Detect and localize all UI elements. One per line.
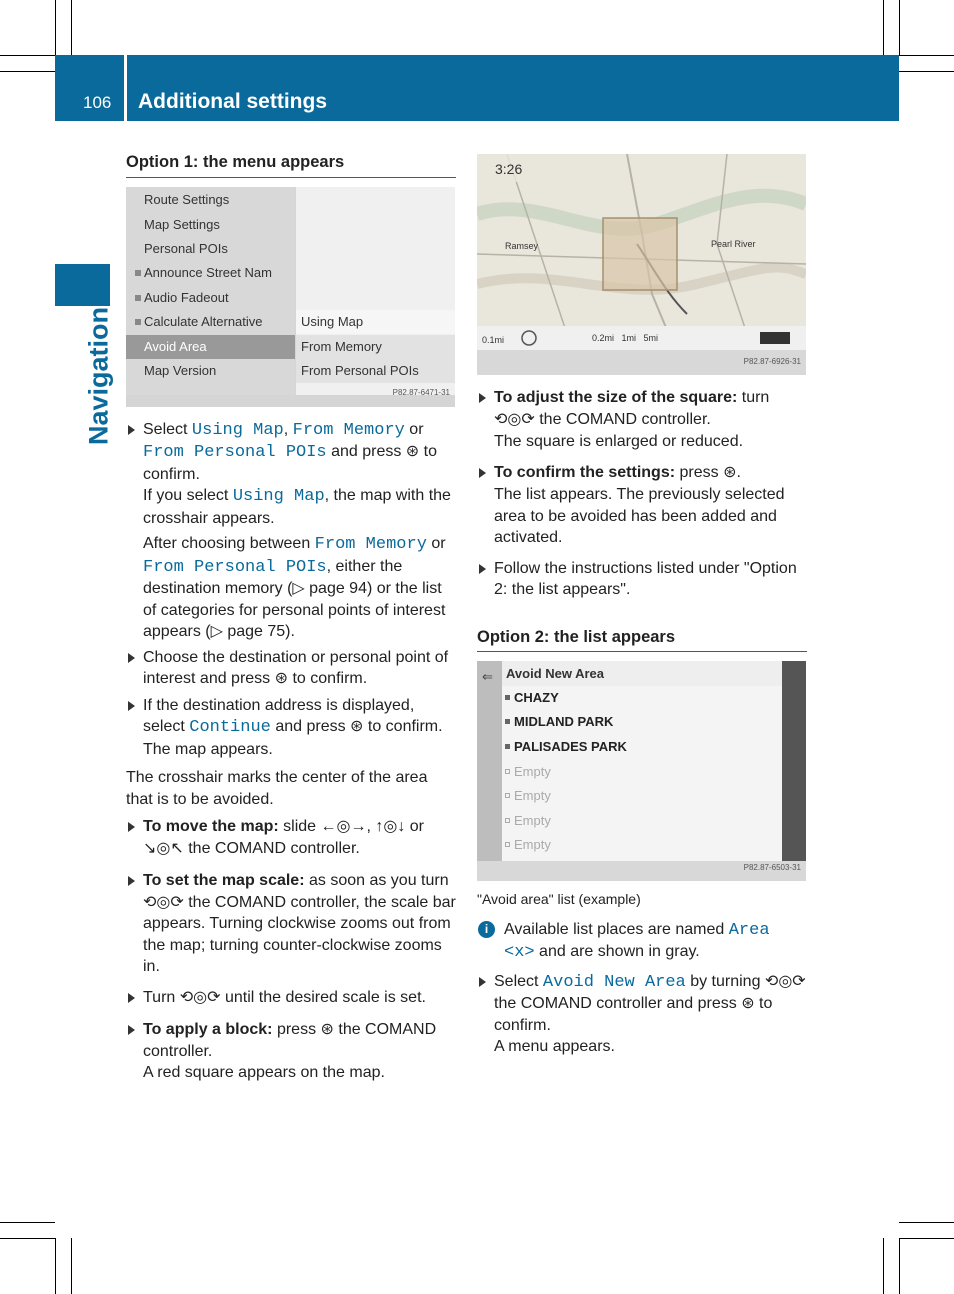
list-item: MIDLAND PARK [502,710,782,734]
step-turn: Turn ⟲◎⟳ until the desired scale is set. [126,987,456,1009]
step-continue [126,695,456,739]
step-note: The list appears. The previously selected area to be avoided has been added and activated. [494,486,785,546]
page-header [55,55,899,121]
text: or [426,535,446,552]
crop-mark [0,1222,55,1223]
crop-mark [899,1238,900,1294]
text: slide ←◎→, ↑◎↓ or ↘◎↖ the COMAND controller. [143,818,424,857]
step-lead: To apply a block: [143,1021,273,1038]
list-item: PALISADES PARK [502,735,782,759]
display-text: From Personal POIs [143,557,327,577]
step-note: A menu appears. [494,1038,615,1055]
map-time: 3:26 [495,161,523,177]
step-apply-block [126,1019,456,1062]
list-screenshot [477,661,806,881]
paragraph: The crosshair marks the center of the area that is to be avoided. [126,769,428,808]
right-column [477,154,807,1058]
display-text: Using Map [232,487,325,506]
menu-item: Personal POIs [144,240,228,256]
step-follow-instructions: Follow the instructions listed under "Option 2: the list appears". [477,558,807,601]
text: press ⊛ the COMAND controller. [143,1021,437,1060]
text: or [404,420,424,438]
left-column [126,152,456,1084]
step-note: The square is enlarged or reduced. [494,433,744,450]
step-adjust-square [477,387,807,430]
list-item-empty: Empty [502,809,782,833]
display-text: From Memory [292,420,405,440]
menu-option: From Memory [296,335,455,359]
text: and press ⊛ to confirm. [143,443,437,483]
map-screenshot [477,154,806,375]
step-note [126,533,456,643]
crop-mark [0,1238,55,1239]
image-reference: P82.87-6471-31 [392,388,450,397]
text: If the destination address is displayed, select [143,696,415,735]
list-rows [502,686,782,861]
display-text: Continue [189,718,271,737]
step-select-avoid-new-area [477,971,807,1037]
step-lead: To move the map: [143,818,279,835]
crop-mark [71,0,72,55]
map-place-label: Pearl River [711,239,756,249]
crop-mark [899,1238,954,1239]
text: by turning ⟲◎⟳ the COMAND controller and press ⊛ to confirm. [494,972,806,1034]
menu-right-panel [296,187,455,395]
menu-item: Calculate Alternative [126,310,295,334]
crop-mark [0,55,55,56]
text: turn ⟲◎⟳ the COMAND controller. [494,389,770,428]
list-item: CHAZY [502,686,782,710]
display-text: Area <x> [504,920,770,962]
figure-caption: "Avoid area" list (example) [477,891,641,907]
section-heading-option-2: Option 2: the list appears [477,627,807,653]
crop-mark [55,1238,56,1294]
menu-item: Map Version [144,362,217,378]
page-number: 106 [83,93,112,112]
crop-mark [899,1222,954,1223]
crop-mark [883,1238,884,1294]
step-select-option [126,419,456,486]
text: press ⊛. [675,463,741,481]
text: as soon as you turn ⟲◎⟳ the COMAND controller, the scale bar appears. Turning clockwise zooms out from the map; turning counter-clockwise zooms in. [143,872,456,975]
header-divider [124,55,127,121]
side-tab-block [55,264,110,306]
step-note: The map appears. [143,740,273,758]
side-tab-label: Navigation [83,306,114,446]
crop-mark [0,71,55,72]
display-text: From Personal POIs [143,443,327,462]
step-lead: To set the map scale: [143,872,305,889]
map-place-label: Ramsey [505,241,539,251]
map-scale-options: 0.2mi 1mi 5mi [592,333,659,343]
map-scale-label: 0.1mi [482,335,505,345]
text: , [283,420,293,438]
crop-mark [55,0,56,55]
list-title: Avoid New Area [502,661,782,686]
step-confirm-settings [477,462,807,484]
crop-mark [899,0,900,55]
menu-item: Audio Fadeout [126,286,295,310]
menu-item: Map Settings [144,216,220,232]
list-side-panel [782,661,806,861]
step-note [126,485,456,529]
text: , either the destination memory (▷ page 94) or the list of categories for personal points of interest appears (▷ page 75). [143,557,446,640]
menu-item: Announce Street Nam [126,261,295,285]
display-text: From Memory [314,535,427,554]
step-lead: To adjust the size of the square: [494,389,738,406]
step-choose-destination: Choose the destination or personal point of interest and press ⊛ to confirm. [126,647,456,690]
info-note [477,919,807,964]
step-note: A red square appears on the map. [143,1064,385,1081]
back-icon: ⇐ [482,669,493,684]
image-reference: P82.87-6503-31 [743,862,801,872]
menu-item: Route Settings [144,191,230,207]
text: and press ⊛ to confirm. [270,718,443,735]
menu-option: Using Map [296,310,455,334]
list-back-area [477,661,502,861]
text: Select [494,972,543,990]
image-reference: P82.87-6926-31 [743,356,801,366]
text: After choosing between [143,535,315,552]
menu-left-panel [126,187,295,395]
display-text: Avoid New Area [542,972,686,992]
text: If you select [143,487,233,504]
display-text: Using Map [191,420,284,440]
crop-mark [899,71,954,72]
menu-option: From Personal POIs [296,359,455,383]
step-lead: To confirm the settings: [494,463,676,481]
list-item-empty: Empty [502,760,782,784]
menu-item-selected: Avoid Area [126,335,295,359]
info-icon: i [478,921,495,938]
step-set-scale [126,870,456,978]
text: Select [143,420,192,438]
crop-mark [71,1238,72,1294]
text: , the map with the crosshair appears. [143,487,451,527]
step-move-map [126,816,456,859]
list-item-empty: Empty [502,784,782,808]
section-heading-option-1: Option 1: the menu appears [126,152,456,178]
crop-mark [899,55,954,56]
menu-screenshot [126,187,455,407]
page-title: Additional settings [138,90,327,113]
text: and are shown in gray. [534,943,700,960]
crop-mark [883,0,884,55]
text: Available list places are named [504,920,729,938]
list-item-empty: Empty [502,833,782,857]
